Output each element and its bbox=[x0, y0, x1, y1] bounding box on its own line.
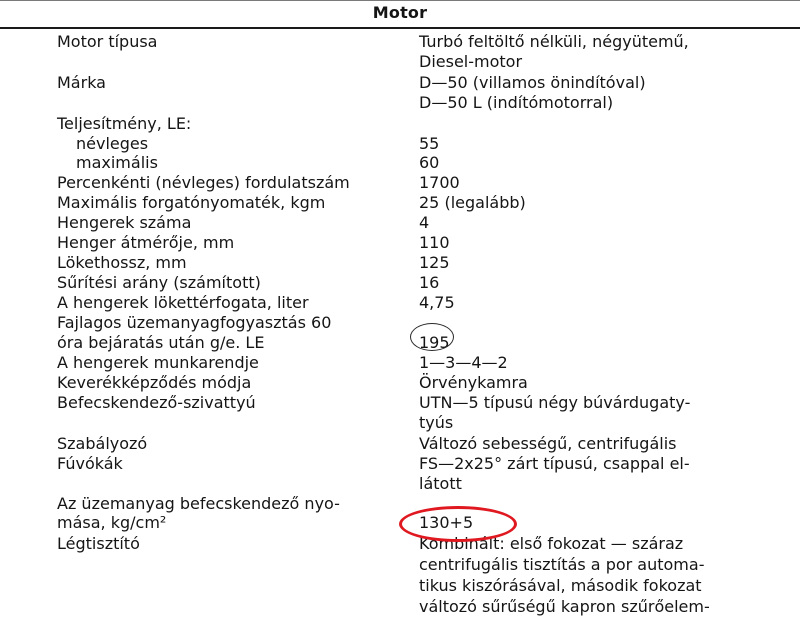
spec-label: Szabályozó bbox=[57, 434, 148, 453]
spec-value: UTN—5 típusú négy búvárdugaty- bbox=[419, 393, 691, 412]
spec-label: Motor típusa bbox=[57, 32, 158, 51]
spec-value: Turbó feltöltő nélküli, négyütemű, bbox=[419, 32, 689, 51]
spec-value: 195 bbox=[419, 333, 450, 352]
spec-label: Fúvókák bbox=[57, 454, 123, 473]
spec-value: FS—2x25° zárt típusú, csappal el- bbox=[419, 454, 690, 473]
top-border bbox=[0, 0, 800, 1]
spec-value: D—50 L (indítómotorral) bbox=[419, 93, 614, 112]
spec-label: Márka bbox=[57, 73, 106, 92]
spec-label: Befecskendező-szivattyú bbox=[57, 393, 256, 412]
spec-value: 125 bbox=[419, 253, 450, 272]
spec-value: tyús bbox=[419, 413, 454, 432]
spec-label: Sűrítési arány (számított) bbox=[57, 273, 261, 292]
spec-value: 55 bbox=[419, 134, 440, 153]
spec-value: 4 bbox=[419, 213, 430, 232]
spec-label: Henger átmérője, mm bbox=[57, 233, 235, 252]
section-title: Motor bbox=[372, 3, 428, 22]
spec-label: Fajlagos üzemanyagfogyasztás 60 bbox=[57, 313, 332, 332]
spec-label: A hengerek lökettérfogata, liter bbox=[57, 293, 309, 312]
spec-value: 110 bbox=[419, 233, 450, 252]
spec-value: 60 bbox=[419, 153, 440, 172]
spec-value: Kombinált: első fokozat — száraz bbox=[419, 534, 684, 553]
spec-label: Légtisztító bbox=[57, 534, 140, 553]
spec-label: Keverékképződés módja bbox=[57, 373, 252, 392]
spec-label: Lökethossz, mm bbox=[57, 253, 187, 272]
spec-value: 16 bbox=[419, 273, 440, 292]
spec-value: 4,75 bbox=[419, 293, 455, 312]
spec-label: Az üzemanyag befecskendező nyo- bbox=[57, 494, 340, 513]
spec-value: Változó sebességű, centrifugális bbox=[419, 434, 677, 453]
title-rule bbox=[0, 27, 800, 29]
spec-label: maximális bbox=[76, 153, 158, 172]
spec-value: D—50 (villamos önindítóval) bbox=[419, 73, 646, 92]
spec-value: tikus kiszórásával, második fokozat bbox=[419, 576, 702, 595]
spec-value: Örvénykamra bbox=[419, 373, 528, 392]
spec-label: mása, kg/cm² bbox=[57, 513, 167, 532]
spec-label: Teljesítmény, LE: bbox=[57, 114, 192, 133]
spec-value: 130+5 bbox=[419, 513, 474, 532]
spec-value: centrifugális tisztítás a por automa- bbox=[419, 555, 705, 574]
spec-label: Hengerek száma bbox=[57, 213, 192, 232]
spec-value: Diesel-motor bbox=[419, 52, 523, 71]
spec-label: óra bejáratás után g/e. LE bbox=[57, 333, 265, 352]
spec-label: Maximális forgatónyomaték, kgm bbox=[57, 193, 326, 212]
spec-label: Percenkénti (névleges) fordulatszám bbox=[57, 173, 350, 192]
spec-value: 1700 bbox=[419, 173, 460, 192]
spec-value: 1—3—4—2 bbox=[419, 353, 508, 372]
spec-value: változó sűrűségű kapron szűrőelem- bbox=[419, 597, 710, 616]
spec-value: 25 (legalább) bbox=[419, 193, 526, 212]
spec-value: látott bbox=[419, 474, 462, 493]
spec-label: A hengerek munkarendje bbox=[57, 353, 259, 372]
spec-label: névleges bbox=[76, 134, 149, 153]
